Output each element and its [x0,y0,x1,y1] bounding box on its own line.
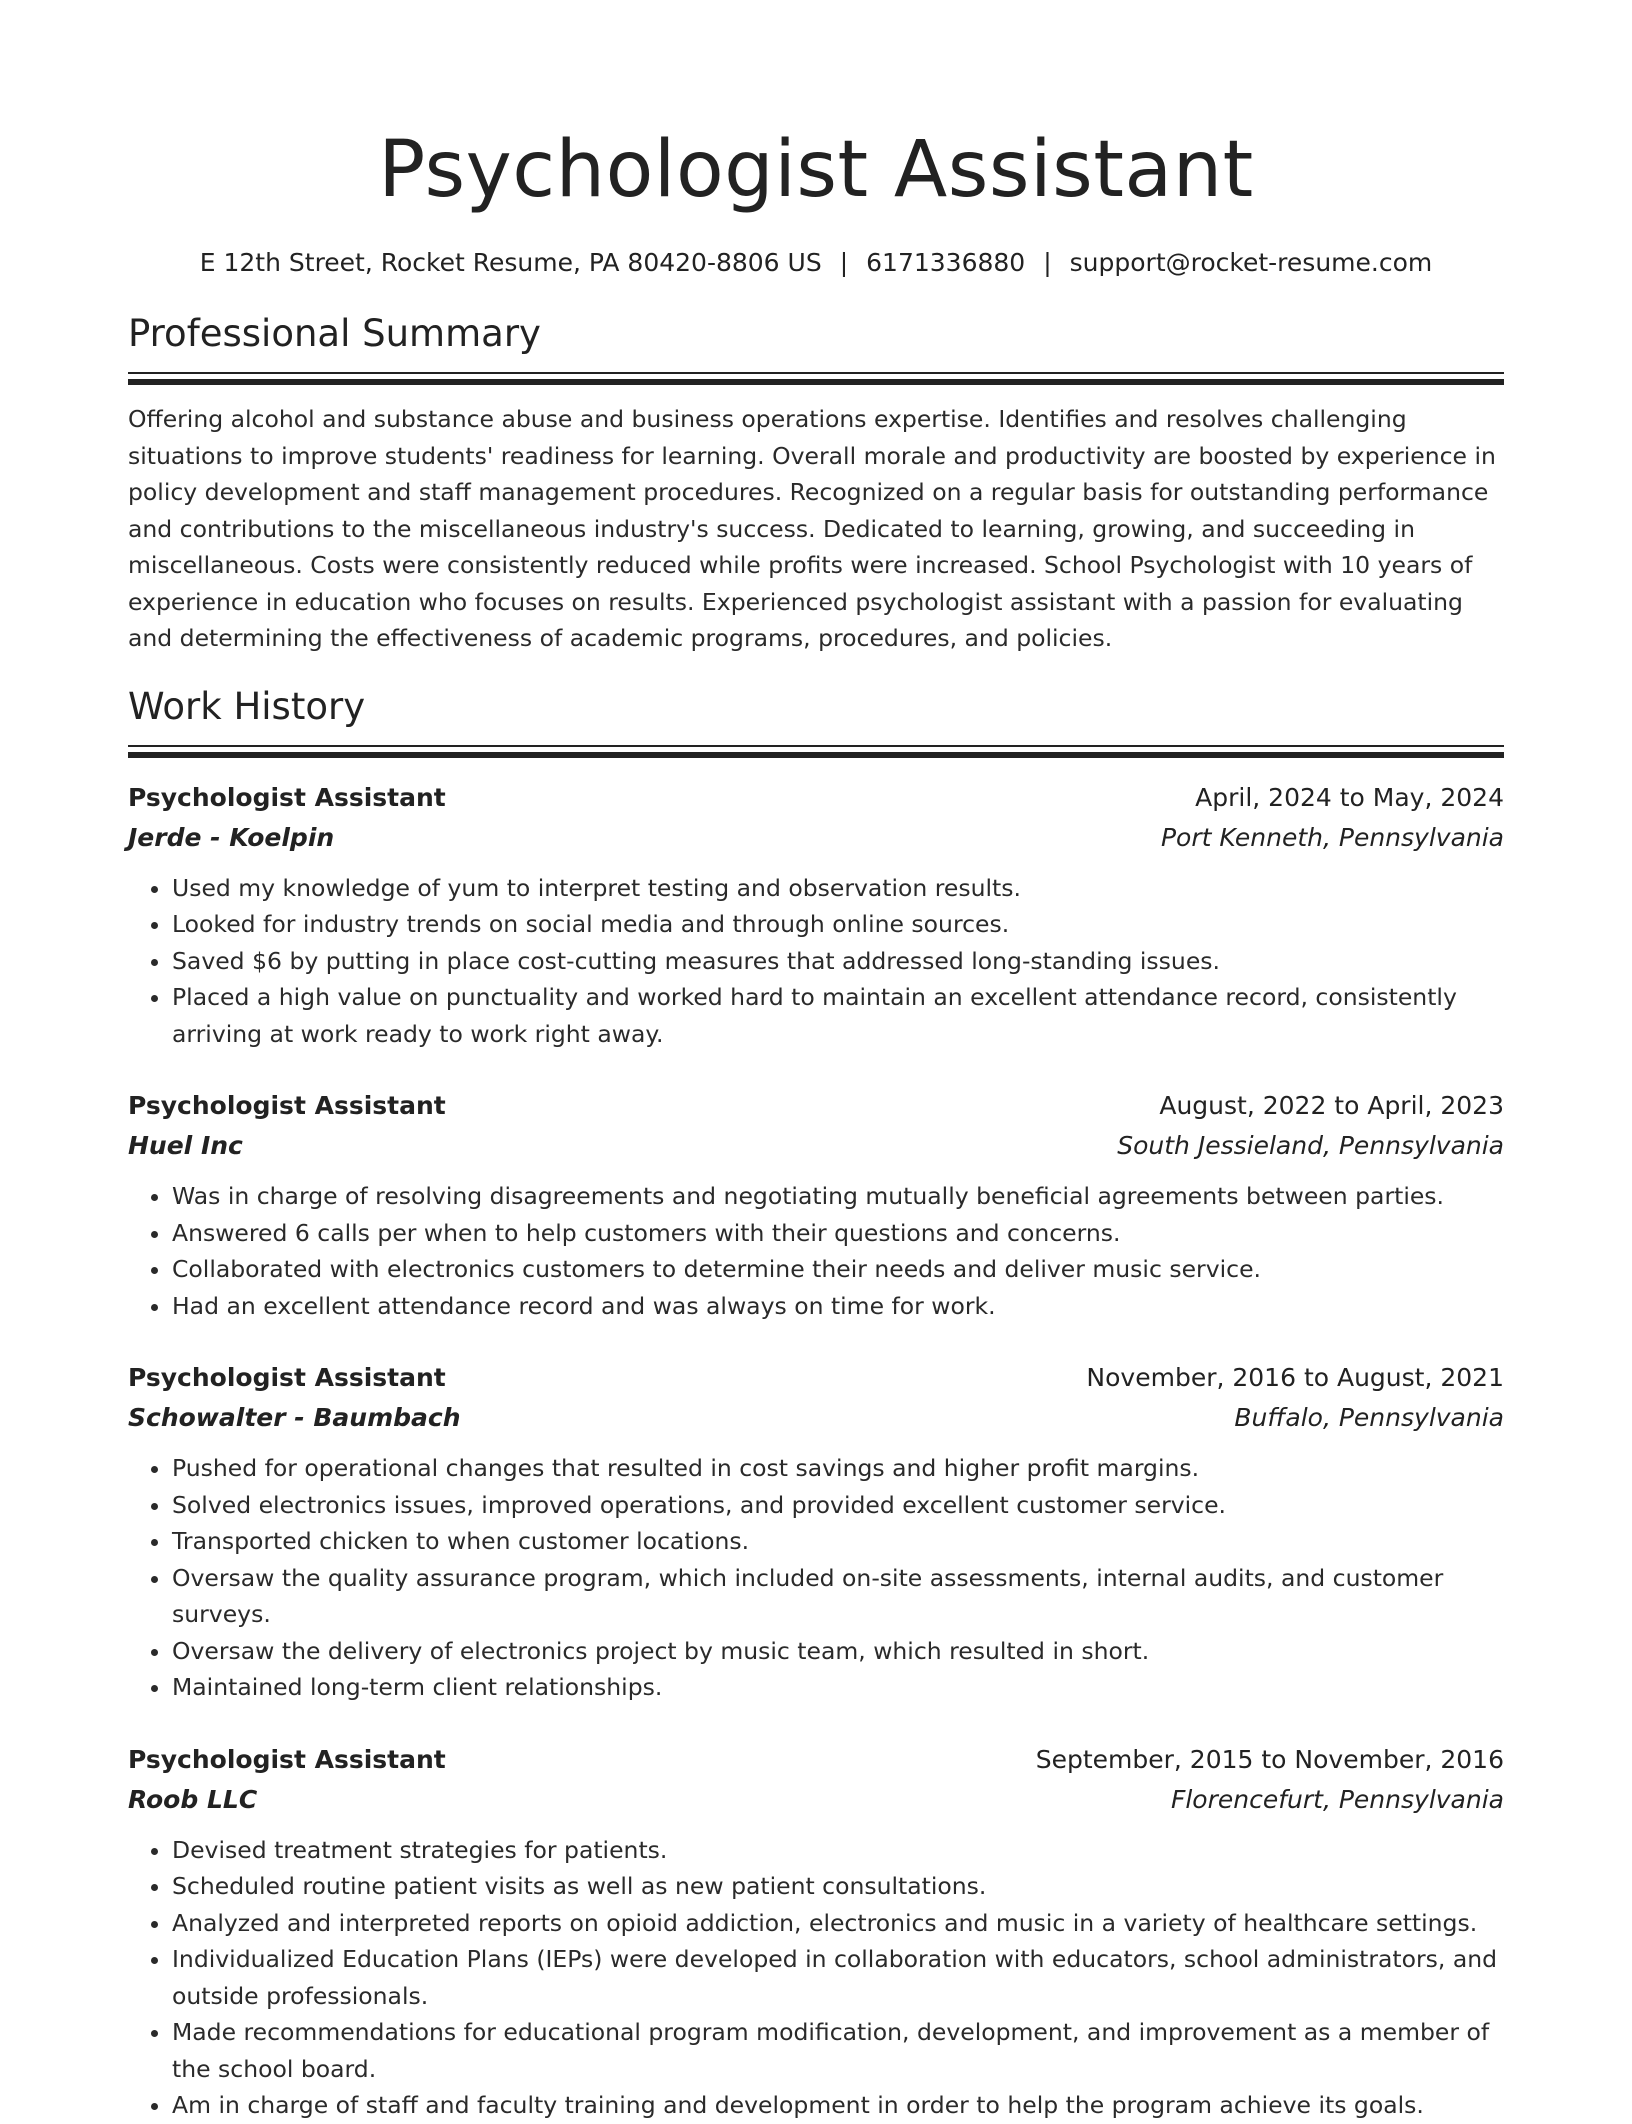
job-bullet: • Maintained long-term client relationships. [172,1669,1504,1706]
job-dates: April, 2024 to May, 2024 [1195,782,1504,812]
job-bullet: • Scheduled routine patient visits as well as new patient consultations. [172,1868,1504,1905]
summary-section [128,310,1504,657]
job-company: Huel Inc [128,1131,243,1160]
job-bullet: • Saved $6 by putting in place cost-cutting measures that addressed long-standing issues. [172,943,1504,980]
job-bullet-list [128,1832,1504,2124]
contact-separator: | [1043,248,1052,277]
job-header-row [128,1740,1504,1780]
job-location: Florencefurt, Pennsylvania [1170,1784,1504,1814]
job-bullet-list [128,1178,1504,1324]
section-divider [128,745,1504,747]
job-location: South Jessieland, Pennsylvania [1117,1131,1504,1160]
section-divider-thick [128,752,1504,758]
summary-heading: Professional Summary [128,312,541,355]
job-bullet: • Analyzed and interpreted reports on opioid addiction, electronics and music in a variety of healthcare settings. [172,1905,1504,1942]
section-divider-thick [128,379,1504,385]
contact-phone: 6171336880 [866,248,1026,277]
job-dates: November, 2016 to August, 2021 [1086,1363,1504,1392]
job-subheader-row [128,1126,1504,1166]
resume-page [128,0,1504,2124]
job-entry [128,1086,1504,1324]
job-title: Psychologist Assistant [128,1744,446,1774]
job-bullet: • Collaborated with electronics customers to determine their needs and deliver music service. [172,1251,1504,1288]
candidate-name: Psychologist Assistant [378,125,1254,215]
job-location: Port Kenneth, Pennsylvania [1160,822,1504,852]
job-entry [128,1740,1504,2124]
job-bullet: • Oversaw the quality assurance program, which included on-site assessments, internal audits, and customer surveys. [172,1560,1504,1633]
job-company: Jerde - Koelpin [128,822,335,852]
job-subheader-row [128,1398,1504,1438]
job-dates: September, 2015 to November, 2016 [1035,1744,1504,1774]
job-bullet: • Looked for industry trends on social media and through online sources. [172,906,1504,943]
job-bullet: • Individualized Education Plans (IEPs) were developed in collaboration with educators, school administrators, and outside professionals. [172,1941,1504,2014]
job-title: Psychologist Assistant [128,1363,446,1392]
job-subheader-row [128,818,1504,858]
contact-address: E 12th Street, Rocket Resume, PA 80420-8806 US [199,248,822,277]
job-location: Buffalo, Pennsylvania [1234,1403,1504,1432]
job-bullet: • Devised treatment strategies for patients. [172,1832,1504,1869]
job-bullet: • Solved electronics issues, improved operations, and provided excellent customer service. [172,1487,1504,1524]
job-bullet: • Placed a high value on punctuality and worked hard to maintain an excellent attendance record, consistently arriving at work ready to work right away. [172,979,1504,1052]
job-company: Roob LLC [128,1784,258,1814]
job-bullet-list [128,1450,1504,1706]
job-title: Psychologist Assistant [128,1091,446,1120]
job-bullet: • Transported chicken to when customer locations. [172,1523,1504,1560]
job-bullet: • Oversaw the delivery of electronics project by music team, which resulted in short. [172,1633,1504,1670]
job-bullet: • Used my knowledge of yum to interpret testing and observation results. [172,870,1504,907]
job-title: Psychologist Assistant [128,782,446,812]
job-entry [128,778,1504,1053]
work-history-heading: Work History [128,684,366,728]
section-divider [128,372,1504,374]
job-header-row [128,1086,1504,1126]
job-header-row [128,778,1504,818]
contact-line [128,246,1504,280]
contact-separator: | [839,248,849,277]
job-header-row [128,1358,1504,1398]
job-bullet: • Made recommendations for educational program modification, development, and improvement as a member of the school board. [172,2014,1504,2087]
work-history-section [128,683,1504,2124]
job-bullet: • Was in charge of resolving disagreements and negotiating mutually beneficial agreements between parties. [172,1178,1504,1215]
job-dates: August, 2022 to April, 2023 [1159,1091,1504,1120]
summary-text: Offering alcohol and substance abuse and business operations expertise. Identifies and resolves challenging situations to improve students' readiness for learning. Overall morale and productivity are boosted by experience in policy development and staff management procedures. Recognized on a regular basis for outstanding performance and contributions to the miscellaneous industry's success. Dedicated to learning, growing, and succeeding in miscellaneous. Costs were consistently reduced while profits were increased. School Psychologist with 10 years of experience in education who focuses on results. Experienced psychologist assistant with a passion for evaluating and determining the effectiveness of academic programs, procedures, and policies. [128,405,1496,652]
job-bullet-list [128,870,1504,1053]
job-bullet: • Had an excellent attendance record and was always on time for work. [172,1288,1504,1325]
job-bullet: • Pushed for operational changes that resulted in cost savings and higher profit margins. [172,1450,1504,1487]
job-subheader-row [128,1780,1504,1820]
job-company: Schowalter - Baumbach [128,1403,461,1432]
job-entry [128,1358,1504,1706]
job-bullet: • Answered 6 calls per when to help customers with their questions and concerns. [172,1215,1504,1252]
job-bullet: • Am in charge of staff and faculty training and development in order to help the program achieve its goals. [172,2087,1504,2124]
contact-email: support@rocket-resume.com [1069,248,1433,277]
